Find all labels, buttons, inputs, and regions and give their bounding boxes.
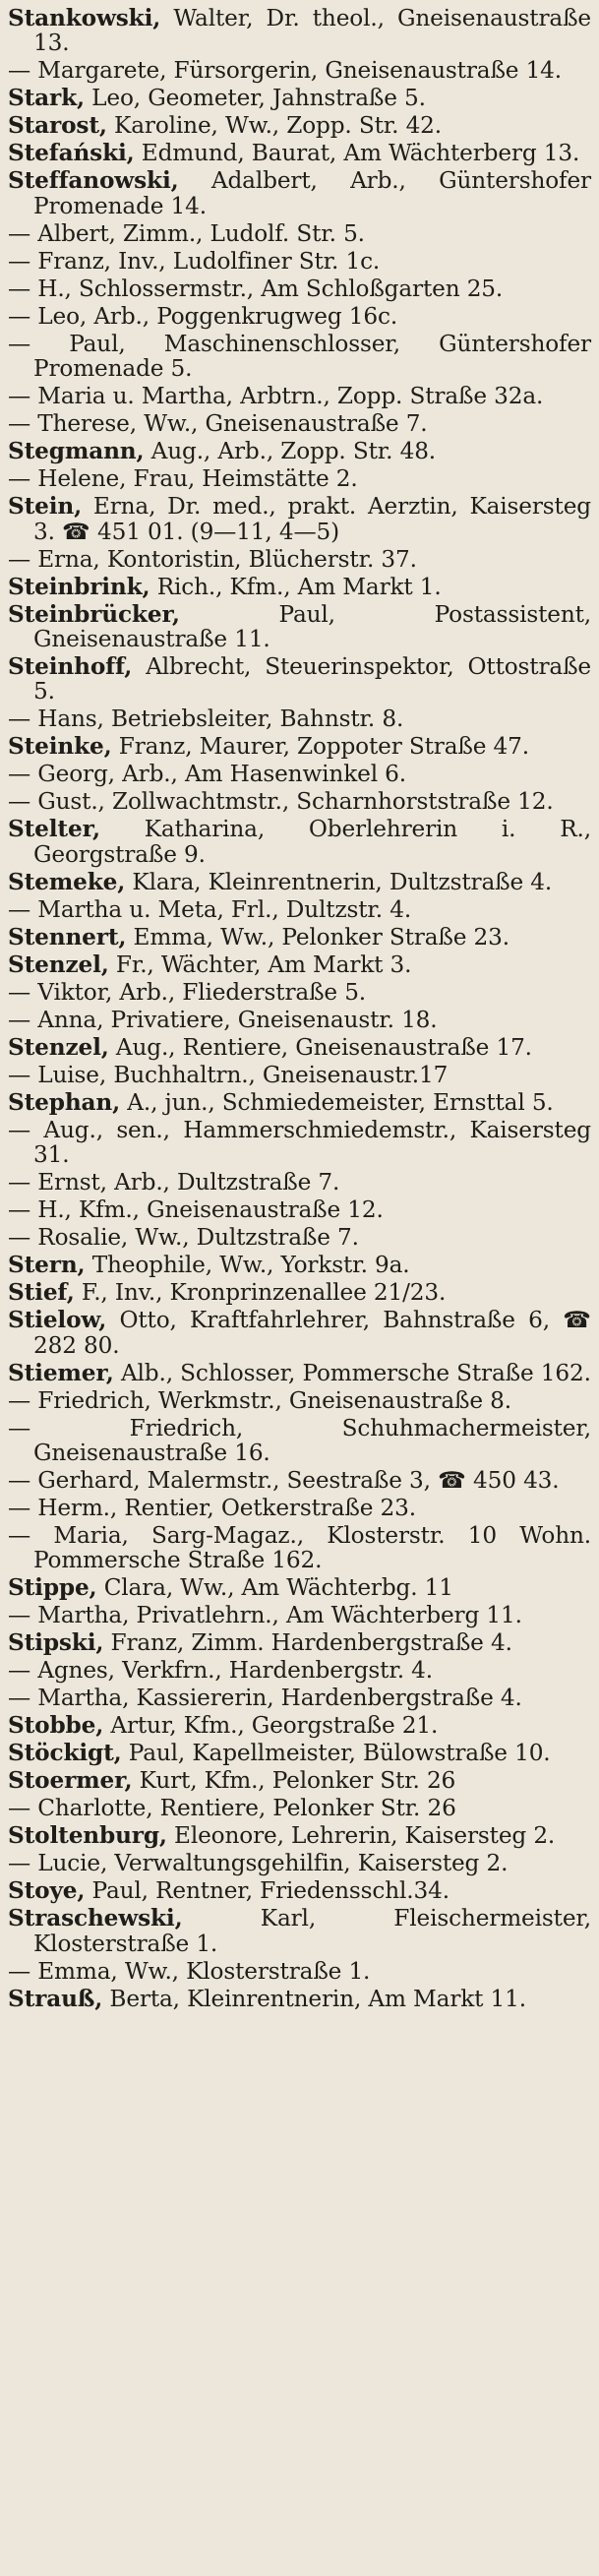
- entry-details: Albrecht, Steuerinspektor, Ottostraße 5.: [33, 653, 591, 705]
- entry-surname: Stipski,: [8, 1629, 104, 1657]
- entry-surname: Steffanowski,: [8, 167, 179, 195]
- entry-details: — Anna, Privatiere, Gneisenaustr. 18.: [8, 1006, 438, 1033]
- entry-surname: Stephan,: [8, 1088, 121, 1116]
- entry-surname: Strauß,: [8, 1985, 103, 2012]
- entry-details: Walter, Dr. theol., Gneisenaustraße 13.: [33, 5, 591, 57]
- directory-entry: [8, 1987, 591, 2011]
- directory-entry: [8, 1575, 591, 1600]
- entry-details: F., Inv., Kronprinzenallee 21/23.: [74, 1279, 447, 1307]
- entry-details: Franz, Maurer, Zoppoter Straße 47.: [111, 733, 529, 761]
- entry-details: — Maria, Sarg-Magaz., Klosterstr. 10 Wohn. Pommersche Straße 162.: [8, 1522, 591, 1574]
- entry-surname: Stippe,: [8, 1574, 97, 1602]
- directory-entry: [8, 654, 591, 705]
- entry-details: Aug., Rentiere, Gneisenaustraße 17.: [108, 1033, 532, 1061]
- directory-entry: [8, 411, 591, 436]
- entry-details: Leo, Geometer, Jahnstraße 5.: [84, 85, 426, 112]
- entry-surname: Stemeke,: [8, 868, 126, 895]
- directory-entry: [8, 384, 591, 408]
- directory-entry: [8, 1906, 591, 1956]
- entry-surname: Stenzel,: [8, 951, 109, 978]
- directory-entry: [8, 1686, 591, 1710]
- entry-details: — H., Kfm., Gneisenaustraße 12.: [8, 1196, 384, 1224]
- directory-entry: [8, 952, 591, 977]
- directory-entry: [8, 762, 591, 786]
- entry-details: — Agnes, Verkfrn., Hardenbergstr. 4.: [8, 1657, 433, 1685]
- entry-surname: Stöckigt,: [8, 1740, 122, 1767]
- directory-entry: [8, 1197, 591, 1222]
- directory-entry: [8, 249, 591, 274]
- entry-surname: Steinbrücker,: [8, 600, 180, 628]
- entry-surname: Starost,: [8, 112, 107, 140]
- directory-entry: [8, 897, 591, 922]
- directory-entry: [8, 547, 591, 572]
- directory-entry: [8, 1959, 591, 1984]
- directory-entry: [8, 141, 591, 165]
- entry-surname: Stern,: [8, 1252, 86, 1279]
- entry-details: Eleonore, Lehrerin, Kaisersteg 2.: [166, 1822, 556, 1850]
- directory-entry: [8, 575, 591, 599]
- entry-details: Rich., Kfm., Am Markt 1.: [150, 573, 442, 600]
- directory-entry: [8, 113, 591, 138]
- directory-entry: [8, 1796, 591, 1820]
- entry-details: Franz, Zimm. Hardenbergstraße 4.: [103, 1629, 512, 1657]
- directory-entry: [8, 1253, 591, 1277]
- entry-surname: Stark,: [8, 85, 85, 112]
- entry-details: Edmund, Baurat, Am Wächterberg 13.: [134, 140, 580, 167]
- entry-details: Klara, Kleinrentnerin, Dultzstraße 4.: [125, 868, 553, 895]
- entry-details: Karoline, Ww., Zopp. Str. 42.: [106, 112, 442, 140]
- entry-details: — Georg, Arb., Am Hasenwinkel 6.: [8, 761, 407, 788]
- directory-entry: [8, 1713, 591, 1738]
- directory-entry: [8, 439, 591, 463]
- directory-entry: [8, 221, 591, 246]
- directory-entry: [8, 1090, 591, 1115]
- entry-details: — H., Schlossermstr., Am Schloßgarten 25.: [8, 275, 504, 302]
- directory-entry: [8, 1416, 591, 1466]
- entry-details: A., jun., Schmiedemeister, Ernsttal 5.: [120, 1088, 554, 1116]
- directory-entry: [8, 1768, 591, 1793]
- entry-details: Karl, Fleischermeister, Klosterstraße 1.: [33, 1905, 591, 1957]
- entry-details: — Helene, Frau, Heimstätte 2.: [8, 465, 358, 493]
- entry-details: Emma, Ww., Pelonker Straße 23.: [126, 923, 509, 951]
- entry-details: — Albert, Zimm., Ludolf. Str. 5.: [8, 219, 365, 247]
- entry-details: — Friedrich, Werkmstr., Gneisenaustraße 8.: [8, 1386, 511, 1414]
- directory-entry: [8, 1603, 591, 1627]
- entry-surname: Steinke,: [8, 733, 112, 761]
- entry-surname: Stegmann,: [8, 438, 145, 465]
- directory-entry: [8, 1658, 591, 1683]
- entry-details: Paul, Rentner, Friedensschl.34.: [85, 1877, 449, 1905]
- directory-entry: [8, 1388, 591, 1413]
- entry-details: — Luise, Buchhaltrn., Gneisenaustr.17: [8, 1061, 449, 1088]
- entry-details: — Therese, Ww., Gneisenaustraße 7.: [8, 410, 428, 438]
- entry-surname: Stein,: [8, 493, 83, 521]
- entry-surname: Stielow,: [8, 1307, 107, 1334]
- entry-details: — Friedrich, Schuhmachermeister, Gneisenaustraße 16.: [8, 1414, 591, 1467]
- entry-details: — Leo, Arb., Poggenkrugweg 16c.: [8, 302, 398, 330]
- entry-details: — Martha, Privatlehrn., Am Wächterberg 11.: [8, 1602, 522, 1629]
- entry-details: — Paul, Maschinenschlosser, Güntershofer Promenade 5.: [8, 330, 591, 383]
- entry-details: — Herm., Rentier, Oetkerstraße 23.: [8, 1495, 416, 1522]
- directory-entry: [8, 1361, 591, 1385]
- directory-entry: [8, 1008, 591, 1032]
- directory-entry: [8, 1496, 591, 1520]
- entry-details: Paul, Postassistent, Gneisenaustraße 11.: [33, 600, 591, 653]
- directory-entry: [8, 1823, 591, 1848]
- directory-entry: [8, 1308, 591, 1358]
- directory-entry: [8, 58, 591, 83]
- entry-details: Erna, Dr. med., prakt. Aerztin, Kaisersteg 3. ☎ 451 01. (9—11, 4—5): [33, 493, 591, 545]
- entry-surname: Stefański,: [8, 140, 135, 167]
- directory-entry: [8, 1630, 591, 1655]
- entry-details: — Margarete, Fürsorgerin, Gneisenaustraße 14.: [8, 57, 562, 85]
- directory-entry: [8, 1118, 591, 1168]
- entry-details: Paul, Kapellmeister, Bülowstraße 10.: [121, 1740, 551, 1767]
- entry-details: — Charlotte, Rentiere, Pelonker Str. 26: [8, 1795, 456, 1822]
- entry-details: Berta, Kleinrentnerin, Am Markt 11.: [102, 1985, 526, 2012]
- directory-entry: [8, 332, 591, 382]
- directory-entry: [8, 1280, 591, 1305]
- entry-details: Kurt, Kfm., Pelonker Str. 26: [132, 1767, 456, 1795]
- entry-details: — Gerhard, Malermstr., Seestraße 3, ☎ 450 43.: [8, 1467, 560, 1495]
- entry-surname: Stobbe,: [8, 1712, 104, 1740]
- directory-entry: [8, 1878, 591, 1903]
- entry-details: Clara, Ww., Am Wächterbg. 11: [96, 1574, 453, 1602]
- directory-entry: [8, 304, 591, 329]
- entry-surname: Stiemer,: [8, 1359, 114, 1386]
- entry-details: — Viktor, Arb., Fliederstraße 5.: [8, 978, 367, 1006]
- directory-entry: [8, 1063, 591, 1087]
- entry-details: Aug., Arb., Zopp. Str. 48.: [144, 438, 437, 465]
- directory-entry: [8, 1523, 591, 1573]
- entry-details: — Franz, Inv., Ludolfiner Str. 1c.: [8, 247, 381, 275]
- entry-details: — Martha, Kassiererin, Hardenbergstraße 4.: [8, 1685, 522, 1712]
- directory-entry: [8, 494, 591, 544]
- entry-surname: Straschewski,: [8, 1905, 183, 1932]
- directory-entry: [8, 734, 591, 759]
- directory-entry: [8, 1225, 591, 1250]
- entry-surname: Stoltenburg,: [8, 1822, 167, 1850]
- entry-details: — Martha u. Meta, Frl., Dultzstr. 4.: [8, 895, 412, 923]
- entry-details: Alb., Schlosser, Pommersche Straße 162.: [113, 1359, 591, 1386]
- directory-entry: [8, 6, 591, 56]
- entry-details: Fr., Wächter, Am Markt 3.: [108, 951, 412, 978]
- entry-details: Adalbert, Arb., Güntershofer Promenade 14.: [33, 167, 591, 219]
- entry-surname: Stoye,: [8, 1877, 86, 1905]
- entry-details: Artur, Kfm., Georgstraße 21.: [103, 1712, 439, 1740]
- entry-details: — Erna, Kontoristin, Blücherstr. 37.: [8, 545, 417, 573]
- entry-details: — Emma, Ww., Klosterstraße 1.: [8, 1957, 371, 1985]
- directory-entry: [8, 870, 591, 894]
- directory-entry: [8, 86, 591, 110]
- directory-entry: [8, 925, 591, 950]
- directory-entry: [8, 168, 591, 218]
- entry-details: — Lucie, Verwaltungsgehilfin, Kaisersteg 2.: [8, 1850, 509, 1877]
- entry-details: — Aug., sen., Hammerschmiedemstr., Kaisersteg 31.: [8, 1116, 591, 1169]
- directory-entry: [8, 602, 591, 652]
- entry-surname: Stelter,: [8, 816, 100, 843]
- entry-details: — Rosalie, Ww., Dultzstraße 7.: [8, 1224, 359, 1252]
- directory-entry: [8, 706, 591, 731]
- directory-entry: [8, 980, 591, 1005]
- entry-details: Katharina, Oberlehrerin i. R., Georgstraße 9.: [33, 816, 591, 868]
- entry-surname: Stenzel,: [8, 1033, 109, 1061]
- entry-details: — Hans, Betriebsleiter, Bahnstr. 8.: [8, 705, 404, 733]
- entry-surname: Steinbrink,: [8, 573, 150, 600]
- entry-details: — Maria u. Martha, Arbtrn., Zopp. Straße 32a.: [8, 383, 544, 410]
- entry-details: Theophile, Ww., Yorkstr. 9a.: [85, 1252, 410, 1279]
- directory-entry: [8, 1170, 591, 1195]
- directory-entry: [8, 1851, 591, 1875]
- entry-details: Otto, Kraftfahrlehrer, Bahnstraße 6, ☎ 282 80.: [33, 1307, 591, 1359]
- directory-entry: [8, 1468, 591, 1493]
- directory-entry: [8, 276, 591, 301]
- directory-entry: [8, 817, 591, 867]
- entry-surname: Stief,: [8, 1279, 75, 1307]
- entry-details: — Gust., Zollwachtmstr., Scharnhorststraße 12.: [8, 788, 554, 816]
- directory-entry: [8, 789, 591, 814]
- entry-details: — Ernst, Arb., Dultzstraße 7.: [8, 1169, 340, 1196]
- entry-surname: Stoermer,: [8, 1767, 133, 1795]
- entry-surname: Stankowski,: [8, 5, 161, 31]
- directory-entry: [8, 1741, 591, 1765]
- directory-entry: [8, 1035, 591, 1060]
- entry-surname: Stennert,: [8, 923, 127, 951]
- entry-surname: Steinhoff,: [8, 653, 133, 681]
- directory-entry: [8, 466, 591, 491]
